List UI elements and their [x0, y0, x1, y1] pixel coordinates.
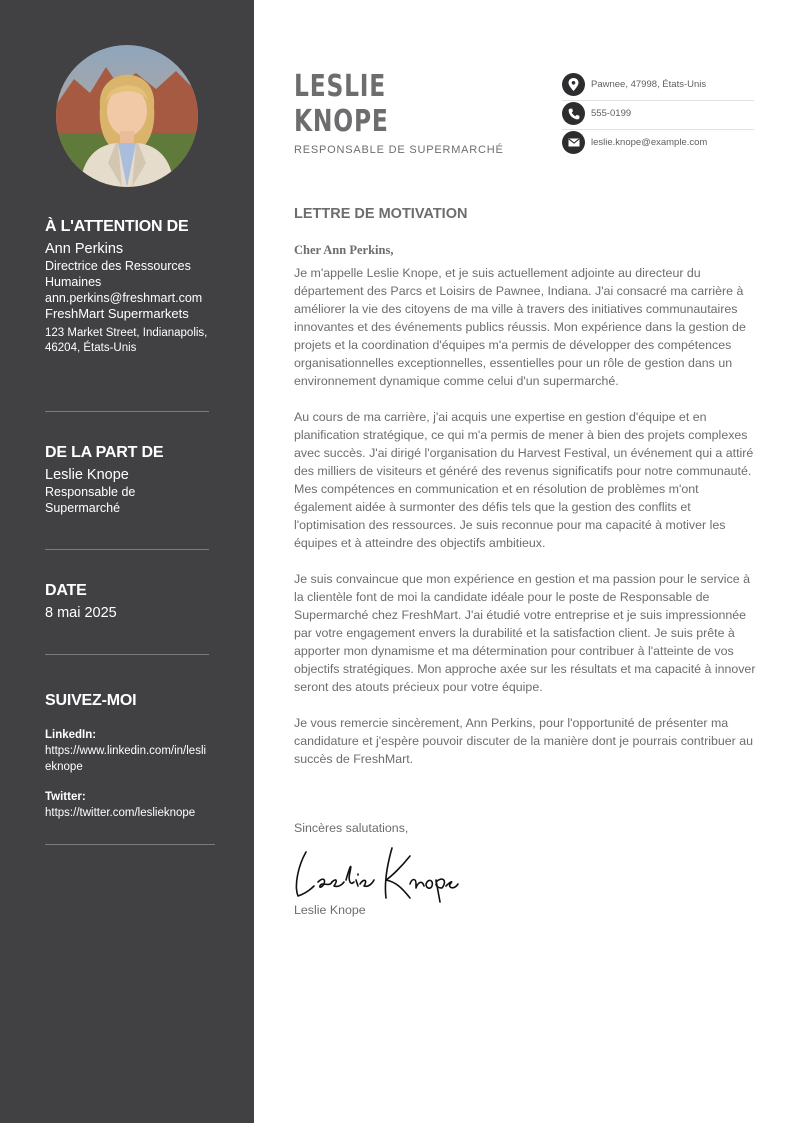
twitter-link[interactable]: https://twitter.com/leslieknope [45, 807, 196, 819]
letter-paragraph: Je suis convaincue que mon expérience en gestion et ma passion pour le service à la clientèle font de moi la candidate idéale pour le poste de Responsable de Supermarché chez FreshMart. J'ai étudié votre entreprise et je suis impressionnée par votre engagement envers la durabilité et la satisfaction client. Je suis prête à apporter mon dynamisme et ma détermination pour contribuer à l'atteinte de vos objectifs stratégiques. Mon approche axée sur les résultats et ma capacité à innover seront des atouts précieux pour votre équipe. [294, 572, 756, 694]
salutation: Cher Ann Perkins, [294, 243, 394, 257]
linkedin-label: LinkedIn: [45, 729, 97, 741]
date-section [45, 581, 215, 622]
location-text: Pawnee, 47998, États-Unis [591, 79, 707, 90]
phone-icon [562, 102, 585, 125]
recipient-name: Ann Perkins [45, 241, 124, 257]
sidebar [0, 0, 254, 1123]
twitter-label: Twitter: [45, 791, 86, 803]
envelope-icon [562, 131, 585, 154]
sender-heading: DE LA PART DE [45, 444, 164, 461]
attention-heading: À L'ATTENTION DE [45, 218, 189, 235]
phone-text[interactable]: 555-0199 [591, 108, 632, 119]
closing: Sincères salutations, [294, 821, 409, 835]
email-text[interactable]: leslie.knope@example.com [591, 137, 708, 148]
sidebar-divider [45, 654, 209, 655]
letter-title: LETTRE DE MOTIVATION [294, 206, 468, 222]
handwritten-signature [292, 842, 462, 909]
sidebar-divider [45, 411, 209, 412]
recipient-address: 123 Market Street, Indianapolis, 46204, États-Unis [45, 327, 208, 354]
profile-photo [56, 45, 198, 187]
recipient-role: Directrice des Ressources Humaines [45, 259, 191, 289]
linkedin-link[interactable]: https://www.linkedin.com/in/leslieknope [45, 745, 207, 773]
contact-phone [562, 101, 754, 130]
sender-name: Leslie Knope [45, 467, 129, 483]
first-name: LESLIE [294, 69, 387, 104]
main-content [254, 0, 794, 1123]
contact-list [562, 72, 754, 158]
sidebar-divider [45, 844, 215, 845]
sidebar-divider [45, 549, 209, 550]
signer-name: Leslie Knope [294, 903, 366, 917]
letter-paragraph: Je vous remercie sincèrement, Ann Perkins, pour l'opportunité de présenter ma candidature et j'espère pouvoir discuter de la manière dont je pourrais contribuer au succès de FreshMart. [294, 716, 754, 766]
recipient-company: FreshMart Supermarkets [45, 306, 189, 321]
location-pin-icon [562, 73, 585, 96]
attention-section [45, 217, 215, 356]
job-title: RESPONSABLE DE SUPERMARCHÉ [294, 144, 504, 156]
sender-role: Responsable de Supermarché [45, 485, 136, 515]
recipient-email[interactable]: ann.perkins@freshmart.com [45, 291, 203, 305]
last-name: KNOPE [294, 104, 389, 139]
social-heading: SUIVEZ-MOI [45, 692, 137, 709]
letter-body [294, 264, 756, 786]
letter-paragraph: Au cours de ma carrière, j'ai acquis une expertise en gestion d'équipe et en planification stratégique, ce qui m'a permis de mener à bien des projets complexes avec succès. J'ai dirigé l'organisation du Harvest Festival, un événement qui a attiré des milliers de visiteurs et généré des revenus significatifs pour notre communauté. Mes compétences en communication et en résolution de problèmes m'ont également aidée à surmonter des défis tels que la gestion des conflits et l'optimisation des ressources. Je suis reconnue pour ma capacité à motiver les équipes et à atteindre des objectifs ambitieux. [294, 410, 754, 550]
social-section [45, 691, 215, 821]
date-heading: DATE [45, 582, 87, 599]
letter-date: 8 mai 2025 [45, 605, 117, 621]
contact-location [562, 72, 754, 101]
letter-paragraph: Je m'appelle Leslie Knope, et je suis actuellement adjointe au directeur du département des Parcs et Loisirs de Pawnee, Indiana. J'ai consacré ma carrière à améliorer la vie des citoyens de ma ville à travers des initiatives communautaires innovantes et des événements publics réussis. Mon expérience dans la gestion de projets et la coordination d'équipes m'a permis de développer des compétences organisationnelles exceptionnelles, essentielles pour un rôle de gestion dans un environnement dynamique comme celui d'un supermarché. [294, 266, 746, 388]
contact-email [562, 130, 754, 158]
sender-section [45, 443, 215, 516]
